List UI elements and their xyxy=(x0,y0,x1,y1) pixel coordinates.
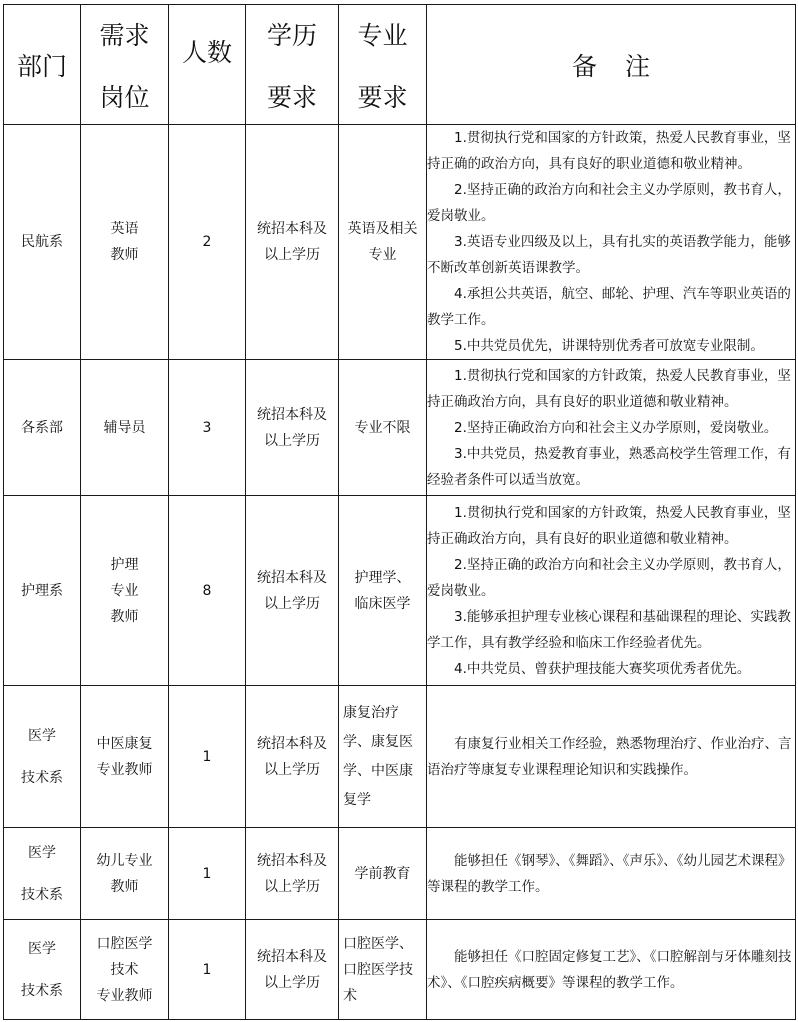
dept-line: 技术系 xyxy=(21,982,63,999)
education-line: 统招本科及 xyxy=(257,852,327,869)
cell-dept xyxy=(4,125,81,360)
cell-remarks xyxy=(427,125,796,360)
cell-major xyxy=(339,125,427,360)
cell-major xyxy=(339,686,427,828)
remark-item: 3.英语专业四级及以上，具有扎实的英语教学能力，能够不断改革创新英语课教学。 xyxy=(427,234,791,276)
position-line: 中医康复 xyxy=(96,735,153,752)
major-line: 护理学、 xyxy=(354,569,411,586)
cell-education xyxy=(246,360,339,496)
dept-line: 医学 xyxy=(28,940,56,957)
education-line: 以上学历 xyxy=(264,878,320,895)
table-row xyxy=(4,360,796,496)
cell-count: 3 xyxy=(169,360,246,496)
cell-count: 1 xyxy=(169,828,246,920)
header-education: 学历 要求 xyxy=(246,5,339,125)
position-line: 专业 xyxy=(110,582,139,599)
header-count: 人数 xyxy=(169,5,246,125)
header-row xyxy=(4,5,796,125)
education-line: 以上学历 xyxy=(264,432,320,449)
cell-count: 1 xyxy=(169,920,246,1020)
header-dept: 部门 xyxy=(4,5,81,125)
remark-item: 3.能够承担护理专业核心课程和基础课程的理论、实践教学工作，具有教学经验和临床工作经验者优先。 xyxy=(427,608,791,651)
dept-line: 医学 xyxy=(28,844,56,861)
major-line: 学、康复医 xyxy=(343,733,413,750)
major-line: 英语及相关 xyxy=(347,221,418,237)
cell-position xyxy=(81,125,169,360)
remark-item: 2.坚持正确的政治方向和社会主义办学原则，教书育人，爱岗敬业。 xyxy=(427,556,791,599)
cell-position xyxy=(81,686,169,828)
position-line: 专业教师 xyxy=(96,761,153,778)
cell-dept xyxy=(4,686,81,828)
dept-line: 护理系 xyxy=(21,582,63,599)
dept-line: 技术系 xyxy=(21,769,63,786)
dept-line: 各系部 xyxy=(21,419,63,436)
major-line: 康复治疗 xyxy=(343,704,399,721)
major-line: 术 xyxy=(343,987,357,1004)
remark-item: 2.坚持正确政治方向和社会主义办学原则，爱岗敬业。 xyxy=(454,419,778,436)
header-remarks: 备注 xyxy=(427,5,796,125)
cell-remarks xyxy=(427,828,796,920)
cell-remarks xyxy=(427,686,796,828)
dept-line: 民航系 xyxy=(21,234,63,250)
dept-line: 医学 xyxy=(28,727,56,744)
remark-item: 有康复行业相关工作经验，熟悉物理治疗、作业治疗、言语治疗等康复专业课程理论知识和实践操作。 xyxy=(427,735,792,778)
education-line: 统招本科及 xyxy=(257,948,327,965)
cell-position xyxy=(81,496,169,686)
education-line: 统招本科及 xyxy=(257,406,327,423)
major-line: 专业不限 xyxy=(354,419,411,436)
table-row xyxy=(4,496,796,686)
education-line: 以上学历 xyxy=(264,595,320,612)
major-line: 学前教育 xyxy=(354,865,411,882)
position-line: 教师 xyxy=(110,878,139,895)
education-line: 以上学历 xyxy=(264,974,320,991)
cell-education xyxy=(246,125,339,360)
education-line: 统招本科及 xyxy=(257,735,327,752)
remark-item: 2.坚持正确的政治方向和社会主义办学原则，教书育人，爱岗敬业。 xyxy=(427,182,791,224)
cell-position xyxy=(81,920,169,1020)
education-line: 统招本科及 xyxy=(257,569,327,586)
cell-remarks xyxy=(427,496,796,686)
remark-item: 1.贯彻执行党和国家的方针政策，热爱人民教育事业，坚持正确政治方向，具有良好的职业道德和敬业精神。 xyxy=(427,367,791,410)
cell-count: 8 xyxy=(169,496,246,686)
position-line: 技术 xyxy=(110,961,139,978)
education-line: 以上学历 xyxy=(264,247,320,263)
major-line: 口腔医学、 xyxy=(343,935,413,952)
remark-item: 能够担任《口腔固定修复工艺》、《口腔解剖与牙体雕刻技术》、《口腔疾病概要》等课程的教学工作。 xyxy=(427,948,792,991)
table-row xyxy=(4,125,796,360)
remark-item: 能够担任《钢琴》、《舞蹈》、《声乐》、《幼儿园艺术课程》等课程的教学工作。 xyxy=(427,852,792,895)
major-line: 专业 xyxy=(368,247,397,263)
remark-item: 1.贯彻执行党和国家的方针政策，热爱人民教育事业，坚持正确的政治方向，具有良好的职业道德和敬业精神。 xyxy=(427,130,791,172)
cell-remarks xyxy=(427,360,796,496)
position-line: 教师 xyxy=(110,247,139,263)
dept-line: 技术系 xyxy=(21,886,63,903)
table-row xyxy=(4,920,796,1020)
cell-dept xyxy=(4,920,81,1020)
cell-remarks xyxy=(427,920,796,1020)
cell-dept xyxy=(4,360,81,496)
cell-dept xyxy=(4,828,81,920)
cell-major xyxy=(339,920,427,1020)
recruitment-table xyxy=(3,4,796,1020)
major-line: 临床医学 xyxy=(354,595,411,612)
position-line: 教师 xyxy=(110,608,139,625)
cell-position xyxy=(81,828,169,920)
header-major: 专业 要求 xyxy=(339,5,427,125)
cell-count: 1 xyxy=(169,686,246,828)
remark-item: 4.中共党员、曾获护理技能大赛奖项优秀者优先。 xyxy=(454,660,751,677)
cell-education xyxy=(246,686,339,828)
remark-item: 5.中共党员优先，讲课特别优秀者可放宽专业限制。 xyxy=(454,338,764,354)
major-line: 学、中医康 xyxy=(343,762,413,779)
cell-education xyxy=(246,920,339,1020)
major-line: 口腔医学技 xyxy=(343,961,413,978)
remark-item: 4.承担公共英语，航空、邮轮、护理、汽车等职业英语的教学工作。 xyxy=(427,286,791,328)
cell-position xyxy=(81,360,169,496)
position-line: 辅导员 xyxy=(103,419,146,436)
table-row xyxy=(4,686,796,828)
cell-major xyxy=(339,828,427,920)
cell-count: 2 xyxy=(169,125,246,360)
position-line: 口腔医学 xyxy=(96,935,153,952)
education-line: 统招本科及 xyxy=(257,221,327,237)
major-line: 复学 xyxy=(343,791,371,808)
table-row xyxy=(4,828,796,920)
header-position: 需求 岗位 xyxy=(81,5,169,125)
cell-education xyxy=(246,828,339,920)
cell-education xyxy=(246,496,339,686)
cell-dept xyxy=(4,496,81,686)
education-line: 以上学历 xyxy=(264,761,320,778)
position-line: 护理 xyxy=(110,556,139,573)
position-line: 专业教师 xyxy=(96,987,153,1004)
cell-major xyxy=(339,360,427,496)
position-line: 英语 xyxy=(110,221,139,237)
remark-item: 3.中共党员，热爱教育事业，熟悉高校学生管理工作，有经验者条件可以适当放宽。 xyxy=(427,445,791,488)
cell-major xyxy=(339,496,427,686)
remark-item: 1.贯彻执行党和国家的方针政策，热爱人民教育事业，坚持正确政治方向，具有良好的职业道德和敬业精神。 xyxy=(427,504,791,547)
position-line: 幼儿专业 xyxy=(96,852,153,869)
